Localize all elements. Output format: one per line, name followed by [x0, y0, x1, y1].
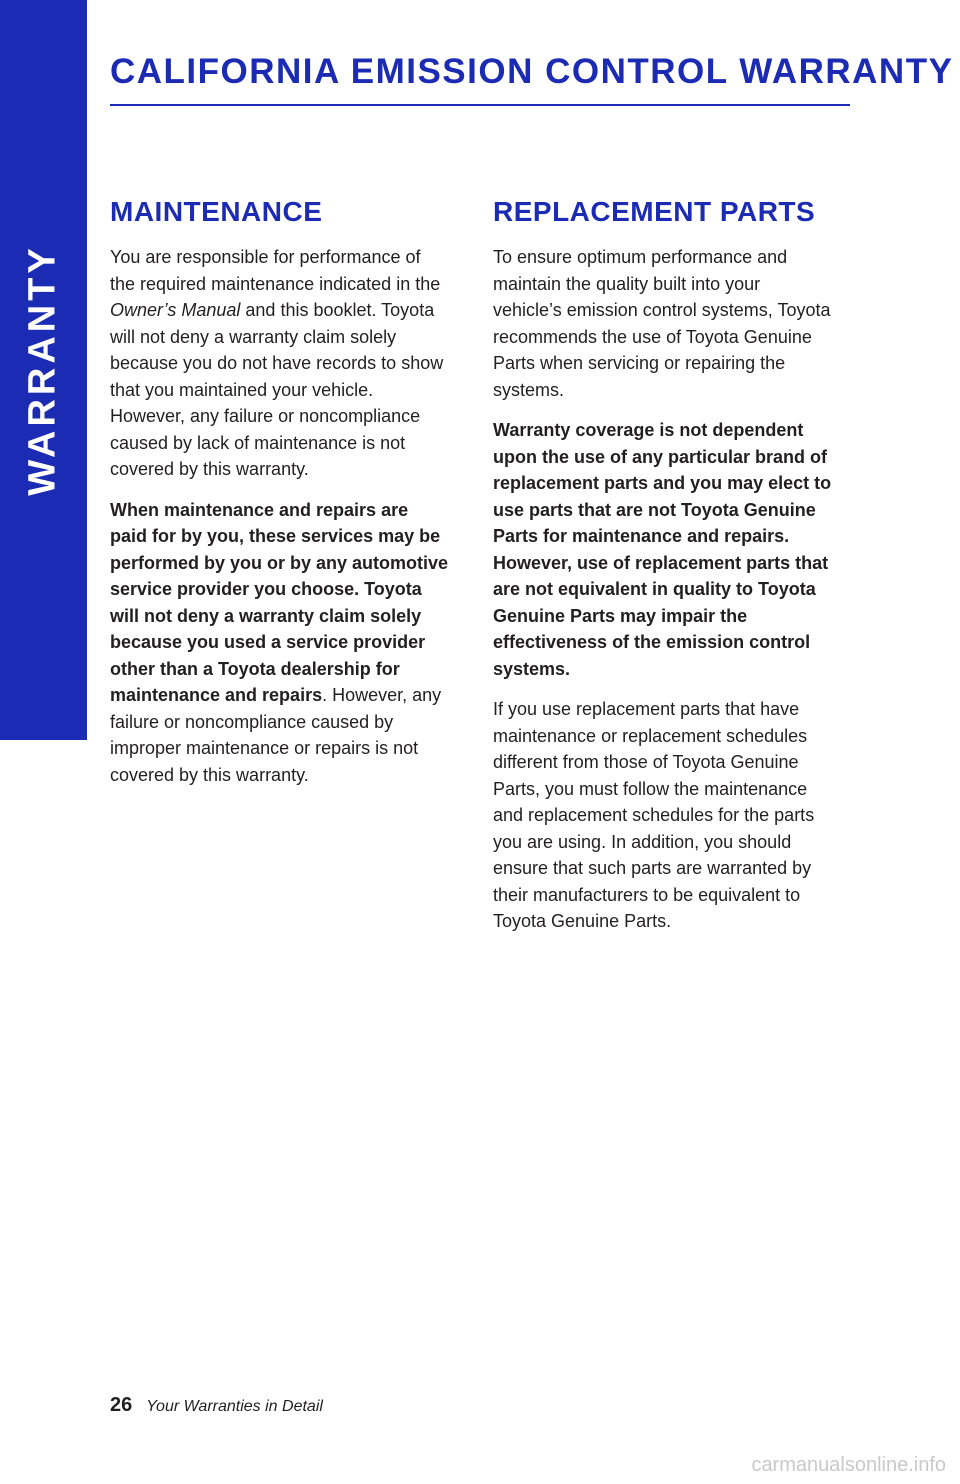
- replacement-parts-section: [493, 196, 833, 949]
- owners-manual-title: Owner’s Manual: [110, 300, 241, 320]
- maintenance-paragraph-2: [110, 497, 450, 789]
- maintenance-p2-rest: . However, any failure or noncompliance caused by improper maintenance or repairs is not covered by this warranty.: [110, 685, 442, 785]
- side-tab-label: WARRANTY: [21, 244, 64, 496]
- maintenance-heading: MAINTENANCE: [110, 196, 323, 227]
- replacement-parts-p2-bold: Warranty coverage is not dependent upon the use of any particular brand of replacement parts and you may elect to use parts that are not Toyota Genuine Parts for maintenance and repairs. However, use of replacement parts that are not equivalent in quality to Toyota Genuine Parts may impair the effectiveness of the emission control systems.: [493, 420, 832, 679]
- page-number: 26: [110, 1394, 133, 1416]
- replacement-parts-paragraph-3: If you use replacement parts that have maintenance or replacement schedules different from those of Toyota Genuine Parts, you must follow the maintenance and replacement schedules for the parts you are using. In addition, you should ensure that such parts are warranted by their manufacturers to be equivalent to Toyota Genuine Parts.: [493, 699, 815, 931]
- replacement-parts-heading: REPLACEMENT PARTS: [493, 196, 816, 227]
- title-divider: [110, 104, 850, 106]
- side-tab: [0, 0, 87, 740]
- page-title: CALIFORNIA EMISSION CONTROL WARRANTY: [110, 52, 954, 91]
- page-footer: [110, 1394, 323, 1417]
- maintenance-p1-text-a: You are responsible for performance of the required maintenance indicated in the: [110, 247, 441, 294]
- maintenance-p2-bold: When maintenance and repairs are paid for by you, these services may be performed by you or by any automotive service provider you choose. Toyota will not deny a warranty claim solely because you used a service provider other than a Toyota dealership for maintenance and repairs: [110, 499, 449, 705]
- maintenance-paragraph-1: [110, 244, 450, 483]
- footer-label: Your Warranties in Detail: [146, 1398, 323, 1415]
- maintenance-p1-text-b: and this booklet. Toyota will not deny a warranty claim solely because you do not have records to show that you maintained your vehicle. However, any failure or noncompliance caused by lack of maintenance is not covered by this warranty.: [110, 300, 444, 479]
- maintenance-section: [110, 196, 450, 802]
- replacement-parts-paragraph-2: [493, 417, 833, 682]
- replacement-parts-paragraph-1: To ensure optimum performance and maintain the quality built into your vehicle’s emission control systems, Toyota recommends the use of Toyota Genuine Parts when servicing or repairing the systems.: [493, 247, 831, 400]
- watermark: carmanualsonline.info: [751, 1454, 946, 1476]
